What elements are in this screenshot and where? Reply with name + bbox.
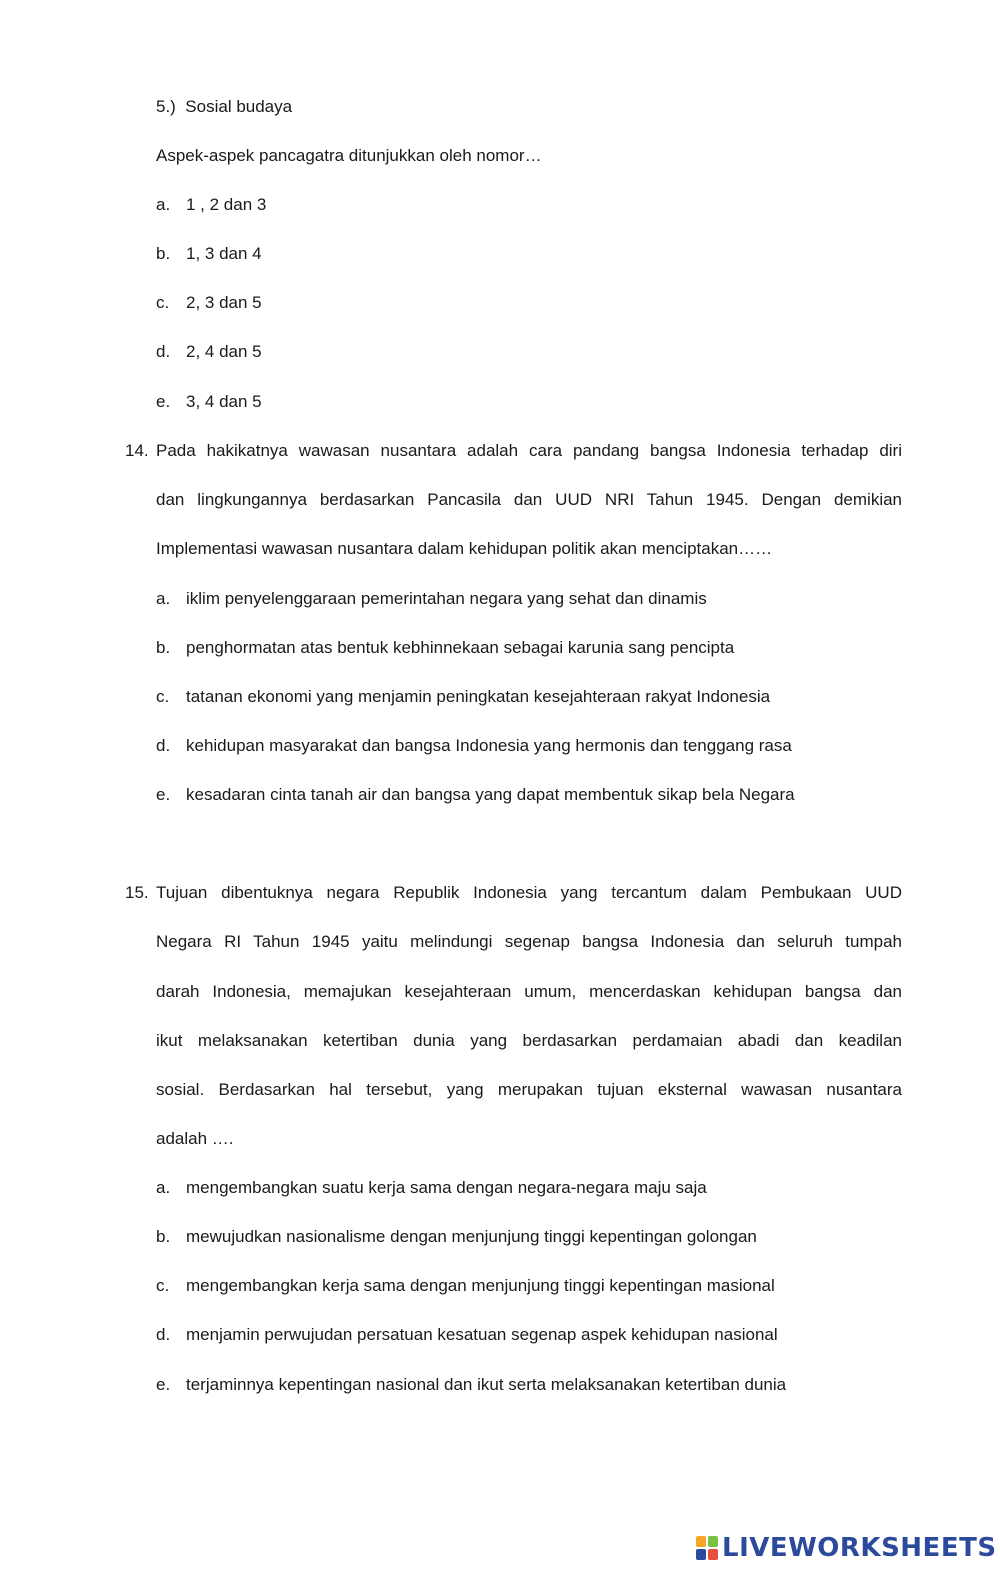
option-text: 2, 3 dan 5: [186, 293, 262, 312]
question-text-line: dan lingkungannya berdasarkan Pancasila dan UUD NRI Tahun 1945. Dengan demikian: [156, 490, 902, 509]
option-text: penghormatan atas bentuk kebhinnekaan sebagai karunia sang pencipta: [186, 638, 735, 657]
logo-tile: [696, 1549, 706, 1560]
option-text: 1, 3 dan 4: [186, 244, 262, 263]
option-text: tatanan ekonomi yang menjamin peningkatan kesejahteraan rakyat Indonesia: [186, 687, 771, 706]
item-text: Sosial budaya: [185, 97, 293, 116]
option-letter: c.: [156, 687, 170, 706]
option-text: kehidupan masyarakat dan bangsa Indonesia yang hermonis dan tenggang rasa: [186, 736, 792, 755]
option-letter: d.: [156, 342, 171, 361]
option-letter: d.: [156, 736, 171, 755]
question-text-line: sosial. Berdasarkan hal tersebut, yang merupakan tujuan eksternal wawasan nusantara: [156, 1080, 902, 1099]
option-text: mengembangkan suatu kerja sama dengan negara-negara maju saja: [186, 1178, 707, 1197]
option-letter: c.: [156, 1276, 170, 1295]
question-text-line: Negara RI Tahun 1945 yaitu melindungi segenap bangsa Indonesia dan seluruh tumpah: [156, 932, 902, 951]
option-text: menjamin perwujudan persatuan kesatuan segenap aspek kehidupan nasional: [186, 1325, 778, 1344]
option-letter: a.: [156, 589, 171, 608]
option-letter: a.: [156, 195, 171, 214]
question-text-line: Pada hakikatnya wawasan nusantara adalah cara pandang bangsa Indonesia terhadap diri: [156, 441, 902, 460]
question-number: 15.: [125, 883, 149, 902]
option-letter: c.: [156, 293, 170, 312]
option-text: terjaminnya kepentingan nasional dan ikut serta melaksanakan ketertiban dunia: [186, 1375, 787, 1394]
liveworksheets-watermark: [696, 1533, 997, 1563]
option-letter: e.: [156, 392, 171, 411]
option-text: mengembangkan kerja sama dengan menjunjung tinggi kepentingan masional: [186, 1276, 775, 1295]
option-letter: e.: [156, 1375, 171, 1394]
option-text: kesadaran cinta tanah air dan bangsa yang dapat membentuk sikap bela Negara: [186, 785, 795, 804]
option-text: 1 , 2 dan 3: [186, 195, 267, 214]
question-number: 14.: [125, 441, 149, 460]
logo-tile: [696, 1536, 706, 1547]
logo-tile: [708, 1536, 718, 1547]
option-text: 2, 4 dan 5: [186, 342, 262, 361]
option-letter: d.: [156, 1325, 171, 1344]
option-text: iklim penyelenggaraan pemerintahan negara yang sehat dan dinamis: [186, 589, 707, 608]
logo-tile: [708, 1549, 718, 1560]
question-text-line: ikut melaksanakan ketertiban dunia yang berdasarkan perdamaian abadi dan keadilan: [156, 1031, 902, 1050]
option-letter: b.: [156, 1227, 171, 1246]
question-stem: Aspek-aspek pancagatra ditunjukkan oleh nomor…: [156, 146, 542, 165]
option-text: mewujudkan nasionalisme dengan menjunjung tinggi kepentingan golongan: [186, 1227, 757, 1246]
option-letter: a.: [156, 1178, 171, 1197]
question-text-line: Tujuan dibentuknya negara Republik Indonesia yang tercantum dalam Pembukaan UUD: [156, 883, 902, 902]
option-letter: e.: [156, 785, 171, 804]
question-text-line: adalah ….: [156, 1129, 234, 1148]
option-letter: b.: [156, 638, 171, 657]
question-text-line: darah Indonesia, memajukan kesejahteraan umum, mencerdaskan kehidupan bangsa dan: [156, 982, 902, 1001]
brand-name: LIVEWORKSHEETS: [722, 1533, 997, 1563]
list-item: [156, 96, 292, 118]
item-number: 5.): [156, 97, 176, 116]
option-text: 3, 4 dan 5: [186, 392, 262, 411]
question-text-line: Implementasi wawasan nusantara dalam kehidupan politik akan menciptakan……: [156, 539, 773, 558]
liveworksheets-logo-icon: [696, 1536, 718, 1560]
option-letter: b.: [156, 244, 171, 263]
